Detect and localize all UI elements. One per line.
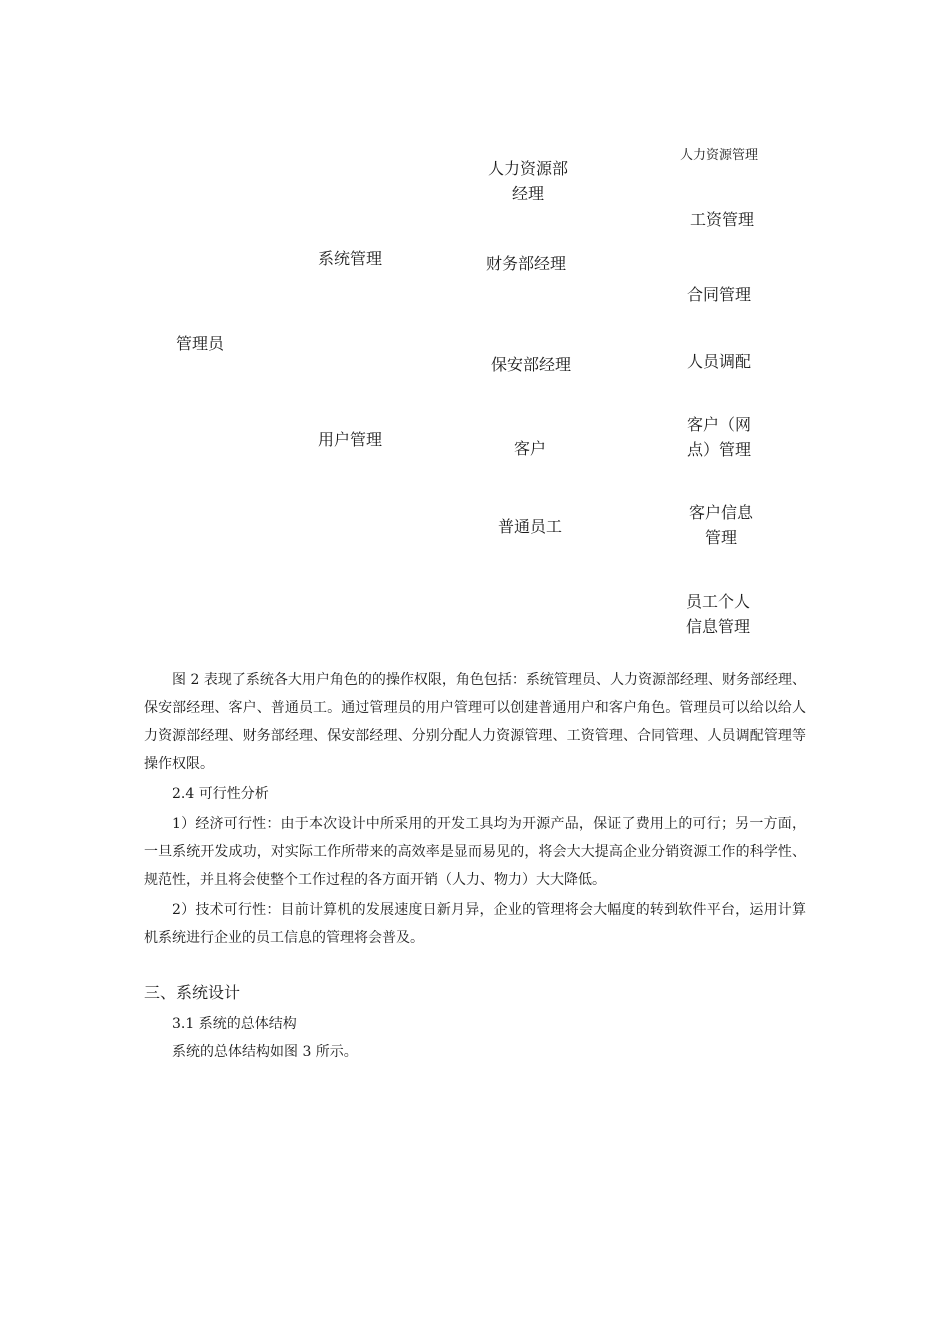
paragraph-text: 2）技术可行性：目前计算机的发展速度日新月异，企业的管理将会大幅度的转到软件平台，运用计算机系统进行企业的员工信息的管理将会普及。 xyxy=(144,902,806,946)
node-security-manager: 保安部经理 xyxy=(491,355,572,374)
node-customer-info-management: 客户信息 管理 xyxy=(689,503,754,547)
node-system-management: 系统管理 xyxy=(318,249,383,268)
section-heading-2-4: 2.4 可行性分析 xyxy=(172,786,269,802)
section-heading-3-1: 3.1 系统的总体结构 xyxy=(172,1016,297,1032)
node-contract-management: 合同管理 xyxy=(687,285,752,304)
node-customer: 客户 xyxy=(514,439,547,458)
permission-diagram xyxy=(0,0,950,660)
node-admin: 管理员 xyxy=(176,334,225,353)
paragraph-economic-feasibility xyxy=(144,810,806,894)
node-hr-management: 人力资源管理 xyxy=(680,148,759,163)
paragraph-overall-structure: 系统的总体结构如图 3 所示。 xyxy=(172,1044,358,1060)
node-customer-outlet-management: 客户（网 点）管理 xyxy=(687,415,752,459)
node-user-management: 用户管理 xyxy=(318,430,383,449)
node-hr-manager: 人力资源部 经理 xyxy=(488,159,569,203)
paragraph-technical-feasibility xyxy=(144,896,806,952)
paragraph-permissions xyxy=(144,666,806,778)
node-employee: 普通员工 xyxy=(498,517,563,536)
node-employee-info-management: 员工个人 信息管理 xyxy=(686,592,751,636)
node-salary-management: 工资管理 xyxy=(690,210,755,229)
node-finance-manager: 财务部经理 xyxy=(486,254,567,273)
paragraph-text: 图 2 表现了系统各大用户角色的的操作权限，角色包括：系统管理员、人力资源部经理、财务部经理、保安部经理、客户、普通员工。通过管理员的用户管理可以创建普通用户和客户角色。管理员可以给以给人力资源部经理、财务部经理、保安部经理、分别分配人力资源管理、工资管理、合同管理、人员调配管理等操作权限。 xyxy=(144,672,806,772)
chapter-heading-3: 三、系统设计 xyxy=(144,983,241,1002)
node-staff-allocation: 人员调配 xyxy=(687,352,752,371)
paragraph-text: 1）经济可行性：由于本次设计中所采用的开发工具均为开源产品，保证了费用上的可行；另一方面，一旦系统开发成功，对实际工作所带来的高效率是显而易见的，将会大大提高企业分销资源工作的科学性、规范性，并且将会使整个工作过程的各方面开销（人力、物力）大大降低。 xyxy=(144,816,806,888)
